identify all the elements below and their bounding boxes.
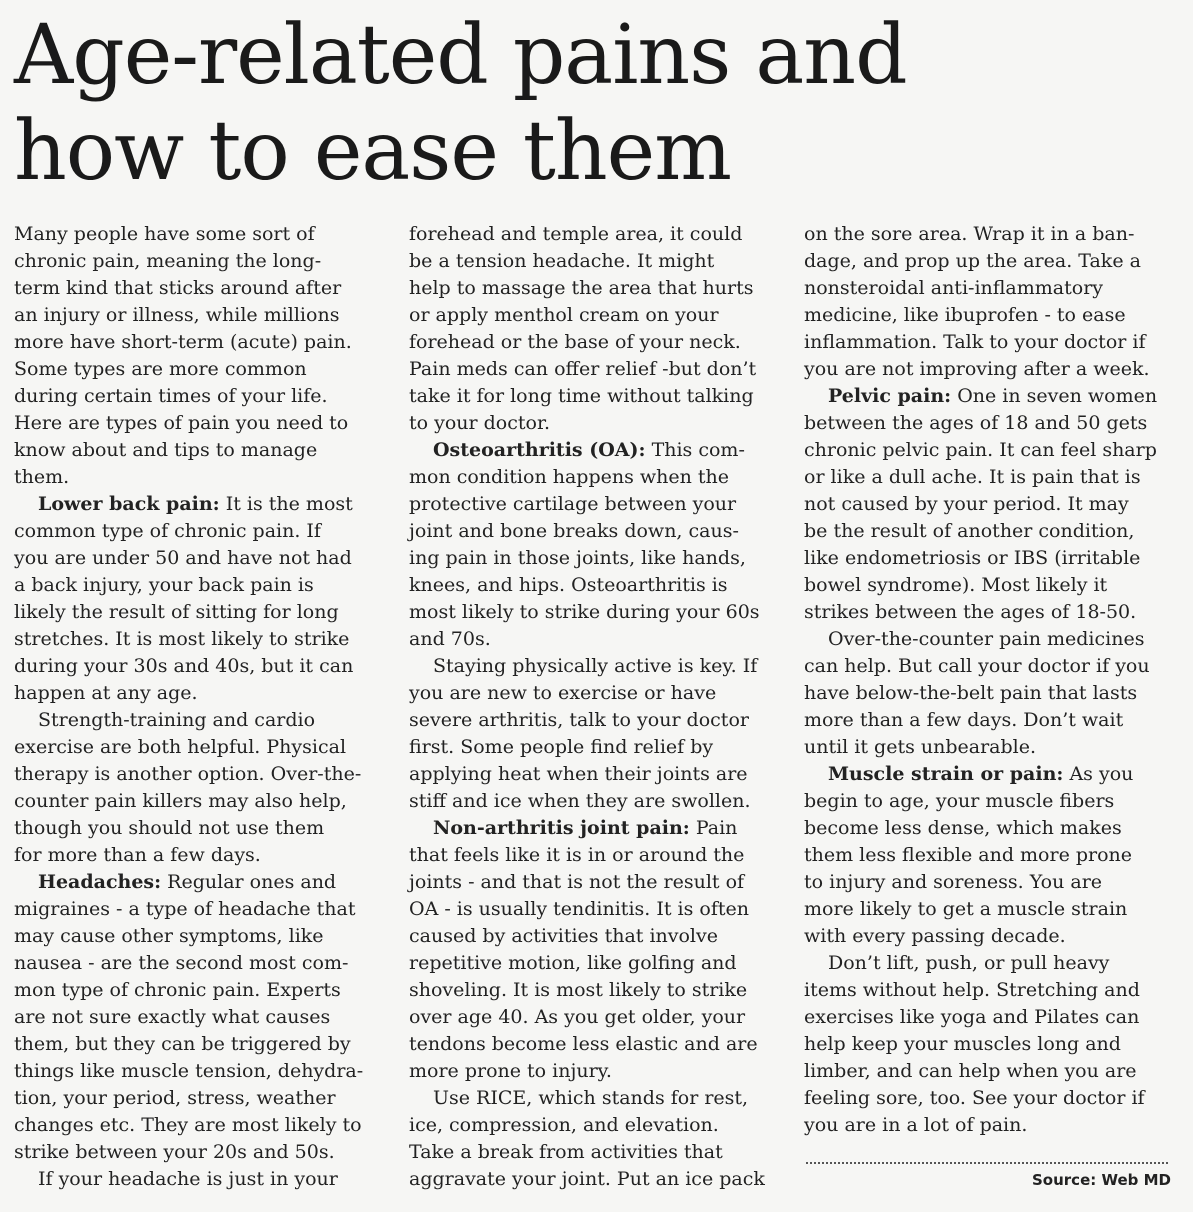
text-line [804, 572, 1176, 599]
text-line [804, 1112, 1176, 1139]
line-text: be the result of another condition, [804, 520, 1135, 542]
line-text: you are new to exercise or have [409, 682, 717, 704]
line-text: and 70s. [409, 628, 491, 650]
text-line [804, 869, 1176, 896]
line-text: a back injury, your back pain is [14, 574, 314, 596]
text-line [804, 761, 1176, 788]
line-text: dage, and prop up the area. Take a [804, 250, 1141, 272]
line-text: most likely to strike during your 60s [409, 601, 760, 623]
section-heading: Lower back pain: [38, 493, 220, 515]
line-text: One in seven women [951, 385, 1158, 407]
line-text: Pain [689, 817, 738, 839]
text-line [409, 599, 781, 626]
text-line [409, 356, 781, 383]
text-line [804, 464, 1176, 491]
text-line [804, 734, 1176, 761]
headline-line-1: Age-related pains and [14, 8, 907, 103]
line-text: an injury or illness, while millions [14, 304, 340, 326]
text-line [409, 761, 781, 788]
text-line [804, 248, 1176, 275]
line-text: tion, your period, stress, weather [14, 1087, 336, 1109]
text-line [14, 545, 386, 572]
line-text: Staying physically active is key. If [433, 655, 758, 677]
text-line [409, 626, 781, 653]
article-column-2 [409, 221, 781, 1193]
line-text: therapy is another option. Over-the- [14, 763, 362, 785]
line-text: or like a dull ache. It is pain that is [804, 466, 1141, 488]
text-line [14, 626, 386, 653]
text-line [409, 815, 781, 842]
text-line [804, 950, 1176, 977]
line-text: though you should not use them [14, 817, 325, 839]
line-text: to injury and soreness. You are [804, 871, 1103, 893]
text-line [14, 815, 386, 842]
text-line [804, 383, 1176, 410]
text-line [409, 653, 781, 680]
line-text: This com- [645, 439, 745, 461]
line-text: more likely to get a muscle strain [804, 898, 1128, 920]
line-text: forehead or the base of your neck. [409, 331, 741, 353]
text-line [804, 977, 1176, 1004]
line-text: more have short-term (acute) pain. [14, 331, 352, 353]
line-text: become less dense, which makes [804, 817, 1122, 839]
section-heading: Non-arthritis joint pain: [433, 817, 690, 839]
line-text: ing pain in those joints, like hands, [409, 547, 746, 569]
text-line [804, 329, 1176, 356]
text-line [409, 491, 781, 518]
text-line [804, 680, 1176, 707]
line-text: Strength-training and cardio [38, 709, 316, 731]
line-text: migraines - a type of headache that [14, 898, 356, 920]
line-text: mon condition happens when the [409, 466, 730, 488]
text-line [804, 1058, 1176, 1085]
line-text: for more than a few days. [14, 844, 261, 866]
text-line [804, 1004, 1176, 1031]
section-heading: Osteoarthritis (OA): [433, 439, 646, 461]
text-line [14, 221, 386, 248]
text-line [804, 599, 1176, 626]
text-line [409, 1112, 781, 1139]
text-line [14, 1031, 386, 1058]
line-text: more prone to injury. [409, 1060, 612, 1082]
text-line [409, 1004, 781, 1031]
line-text: term kind that sticks around after [14, 277, 342, 299]
text-line [409, 680, 781, 707]
text-line [409, 734, 781, 761]
line-text: Over-the-counter pain medicines [828, 628, 1145, 650]
text-line [14, 275, 386, 302]
line-text: to your doctor. [409, 412, 550, 434]
line-text: counter pain killers may also help, [14, 790, 347, 812]
text-line [804, 1085, 1176, 1112]
line-text: strike between your 20s and 50s. [14, 1141, 335, 1163]
line-text: Some types are more common [14, 358, 307, 380]
line-text: tendons become less elastic and are [409, 1033, 758, 1055]
line-text: may cause other symptoms, like [14, 925, 324, 947]
line-text: knees, and hips. Osteoarthritis is [409, 574, 728, 596]
text-line [804, 518, 1176, 545]
line-text: shoveling. It is most likely to strike [409, 979, 748, 1001]
text-line [804, 896, 1176, 923]
line-text: common type of chronic pain. If [14, 520, 321, 542]
text-line [804, 545, 1176, 572]
text-line [14, 1004, 386, 1031]
text-line [14, 707, 386, 734]
text-line [804, 1031, 1176, 1058]
line-text: stiff and ice when they are swollen. [409, 790, 751, 812]
text-line [804, 815, 1176, 842]
section-heading: Muscle strain or pain: [828, 763, 1064, 785]
line-text: over age 40. As you get older, your [409, 1006, 746, 1028]
line-text: that feels like it is in or around the [409, 844, 745, 866]
line-text: Take a break from activities that [409, 1141, 723, 1163]
text-line [409, 923, 781, 950]
text-line [14, 788, 386, 815]
line-text: begin to age, your muscle fibers [804, 790, 1115, 812]
section-heading: Pelvic pain: [828, 385, 952, 407]
text-line [14, 410, 386, 437]
line-text: medicine, like ibuprofen - to ease [804, 304, 1126, 326]
line-text: strikes between the ages of 18-50. [804, 601, 1137, 623]
line-text: aggravate your joint. Put an ice pack [409, 1168, 765, 1190]
line-text: Many people have some sort of [14, 223, 315, 245]
line-text: Don’t lift, push, or pull heavy [828, 952, 1110, 974]
text-line [409, 977, 781, 1004]
text-line [409, 410, 781, 437]
line-text: As you [1063, 763, 1134, 785]
line-text: you are under 50 and have not had [14, 547, 352, 569]
text-line [14, 1085, 386, 1112]
text-line [409, 707, 781, 734]
line-text: changes etc. They are most likely to [14, 1114, 362, 1136]
article-column-3 [804, 221, 1176, 1139]
line-text: can help. But call your doctor if you [804, 655, 1150, 677]
text-line [14, 950, 386, 977]
text-line [14, 869, 386, 896]
text-line [14, 761, 386, 788]
line-text: know about and tips to manage [14, 439, 318, 461]
line-text: stretches. It is most likely to strike [14, 628, 350, 650]
text-line [14, 383, 386, 410]
line-text: have below-the-belt pain that lasts [804, 682, 1138, 704]
text-line [804, 221, 1176, 248]
text-line [409, 1085, 781, 1112]
line-text: first. Some people find relief by [409, 736, 714, 758]
text-line [409, 950, 781, 977]
line-text: nausea - are the second most com- [14, 952, 349, 974]
text-line [804, 437, 1176, 464]
line-text: on the sore area. Wrap it in a ban- [804, 223, 1135, 245]
text-line [14, 1058, 386, 1085]
text-line [14, 599, 386, 626]
article-column-1 [14, 221, 386, 1193]
text-line [409, 329, 781, 356]
text-line [14, 464, 386, 491]
text-line [409, 437, 781, 464]
line-text: items without help. Stretching and [804, 979, 1140, 1001]
line-text: limber, and can help when you are [804, 1060, 1137, 1082]
section-heading: Headaches: [38, 871, 162, 893]
line-text: between the ages of 18 and 50 gets [804, 412, 1148, 434]
text-line [14, 518, 386, 545]
line-text: be a tension headache. It might [409, 250, 715, 272]
line-text: If your headache is just in your [38, 1168, 338, 1190]
text-line [409, 842, 781, 869]
line-text: until it gets unbearable. [804, 736, 1037, 758]
text-line [14, 896, 386, 923]
article-headline [14, 8, 1174, 200]
line-text: forehead and temple area, it could [409, 223, 743, 245]
line-text: mon type of chronic pain. Experts [14, 979, 341, 1001]
line-text: Regular ones and [161, 871, 337, 893]
line-text: you are in a lot of pain. [804, 1114, 1028, 1136]
text-line [804, 275, 1176, 302]
text-line [14, 842, 386, 869]
line-text: are not sure exactly what causes [14, 1006, 331, 1028]
text-line [804, 626, 1176, 653]
text-line [409, 248, 781, 275]
text-line [409, 464, 781, 491]
line-text: feeling sore, too. See your doctor if [804, 1087, 1145, 1109]
line-text: caused by activities that involve [409, 925, 718, 947]
text-line [14, 356, 386, 383]
text-line [804, 302, 1176, 329]
line-text: exercise are both helpful. Physical [14, 736, 347, 758]
text-line [14, 491, 386, 518]
line-text: or apply menthol cream on your [409, 304, 719, 326]
line-text: them less flexible and more prone [804, 844, 1133, 866]
line-text: ice, compression, and elevation. [409, 1114, 719, 1136]
text-line [409, 1058, 781, 1085]
text-line [409, 896, 781, 923]
line-text: severe arthritis, talk to your doctor [409, 709, 749, 731]
line-text: exercises like yoga and Pilates can [804, 1006, 1140, 1028]
text-line [804, 923, 1176, 950]
line-text: repetitive motion, like golfing and [409, 952, 737, 974]
text-line [409, 518, 781, 545]
text-line [804, 491, 1176, 518]
line-text: them, but they can be triggered by [14, 1033, 351, 1055]
text-line [14, 572, 386, 599]
line-text: help keep your muscles long and [804, 1033, 1121, 1055]
text-line [14, 923, 386, 950]
text-line [409, 1031, 781, 1058]
headline-line-2: how to ease them [14, 104, 731, 199]
text-line [14, 680, 386, 707]
text-line [409, 221, 781, 248]
text-line [804, 410, 1176, 437]
line-text: take it for long time without talking [409, 385, 754, 407]
line-text: you are not improving after a week. [804, 358, 1150, 380]
line-text: help to massage the area that hurts [409, 277, 754, 299]
source-credit: Source: Web MD [1032, 1171, 1171, 1189]
text-line [14, 734, 386, 761]
text-line [409, 869, 781, 896]
text-line [14, 1139, 386, 1166]
text-line [409, 275, 781, 302]
line-text: joints - and that is not the result of [409, 871, 745, 893]
text-line [804, 842, 1176, 869]
text-line [14, 1166, 386, 1193]
line-text: applying heat when their joints are [409, 763, 748, 785]
source-divider [806, 1162, 1168, 1164]
text-line [14, 248, 386, 275]
text-line [409, 572, 781, 599]
line-text: inflammation. Talk to your doctor if [804, 331, 1146, 353]
line-text: OA - is usually tendinitis. It is often [409, 898, 749, 920]
line-text: not caused by your period. It may [804, 493, 1129, 515]
text-line [804, 788, 1176, 815]
line-text: chronic pelvic pain. It can feel sharp [804, 439, 1157, 461]
text-line [14, 329, 386, 356]
text-line [409, 545, 781, 572]
line-text: during certain times of your life. [14, 385, 328, 407]
text-line [409, 302, 781, 329]
text-line [14, 302, 386, 329]
line-text: Use RICE, which stands for rest, [433, 1087, 749, 1109]
line-text: more than a few days. Don’t wait [804, 709, 1124, 731]
line-text: likely the result of sitting for long [14, 601, 339, 623]
text-line [804, 356, 1176, 383]
text-line [409, 383, 781, 410]
line-text: It is the most [219, 493, 353, 515]
line-text: bowel syndrome). Most likely it [804, 574, 1108, 596]
text-line [409, 1166, 781, 1193]
text-line [409, 1139, 781, 1166]
line-text: like endometriosis or IBS (irritable [804, 547, 1141, 569]
text-line [14, 1112, 386, 1139]
line-text: Here are types of pain you need to [14, 412, 349, 434]
line-text: Pain meds can offer relief -but don’t [409, 358, 757, 380]
line-text: protective cartilage between your [409, 493, 737, 515]
text-line [409, 788, 781, 815]
line-text: with every passing decade. [804, 925, 1066, 947]
line-text: nonsteroidal anti-inflammatory [804, 277, 1104, 299]
line-text: things like muscle tension, dehydra- [14, 1060, 364, 1082]
text-line [14, 437, 386, 464]
text-line [804, 707, 1176, 734]
text-line [14, 977, 386, 1004]
text-line [14, 653, 386, 680]
line-text: chronic pain, meaning the long- [14, 250, 322, 272]
line-text: joint and bone breaks down, caus- [409, 520, 739, 542]
line-text: during your 30s and 40s, but it can [14, 655, 354, 677]
line-text: happen at any age. [14, 682, 198, 704]
text-line [804, 653, 1176, 680]
line-text: them. [14, 466, 70, 488]
